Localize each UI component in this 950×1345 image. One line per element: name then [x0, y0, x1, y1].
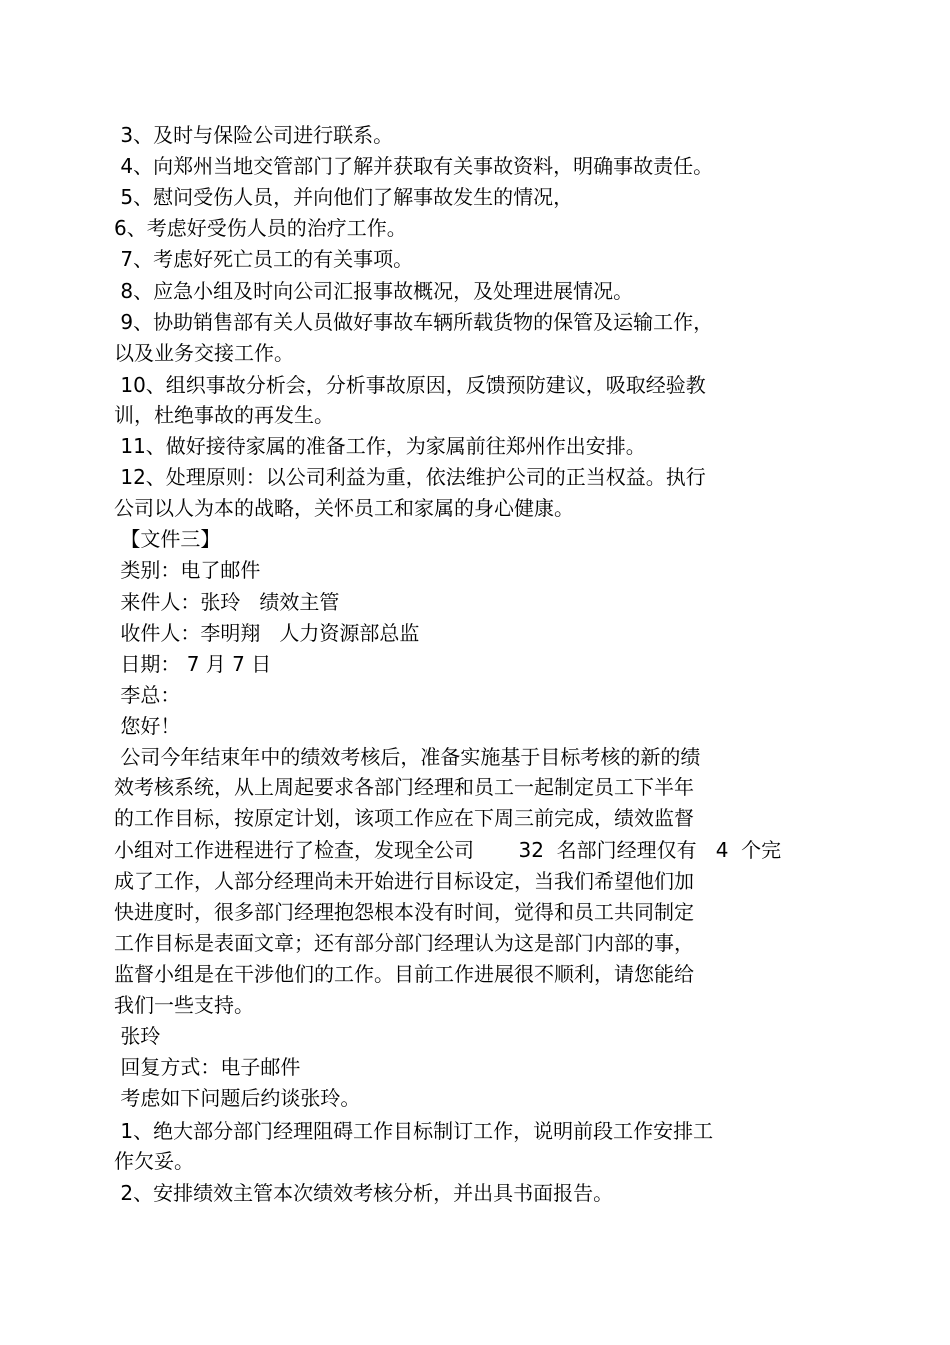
- text-line: 快进度时，很多部门经理抱怨根本没有时间，觉得和员工共同制定: [114, 900, 694, 924]
- text-line: 3、及时与保险公司进行联系。: [114, 123, 394, 147]
- section-heading: 【文件三】: [114, 527, 221, 551]
- text-line: 回复方式：电子邮件: [114, 1055, 301, 1079]
- text-line: 成了工作，人部分经理尚未开始进行目标设定，当我们希望他们加: [114, 869, 694, 893]
- text-line: 类别：电了邮件: [114, 558, 261, 582]
- text-line: 监督小组是在干涉他们的工作。目前工作进展很不顺利，请您能给: [114, 962, 694, 986]
- text-line: 2、安排绩效主管本次绩效考核分析，并出具书面报告。: [114, 1181, 614, 1205]
- text-line: 公司以人为本的战略，关怀员工和家属的身心健康。: [114, 496, 574, 520]
- text-line: 李总：: [114, 683, 181, 707]
- text-line: 1、绝大部分部门经理阻碍工作目标制订工作，说明前段工作安排工: [114, 1119, 714, 1143]
- text-line: 以及业务交接工作。: [114, 341, 294, 365]
- text-line: 效考核系统，从上周起要求各部门经理和员工一起制定员工下半年: [114, 775, 694, 799]
- text-line: 考虑如下问题后约谈张玲。: [114, 1086, 361, 1110]
- text-line: 公司今年结束年中的绩效考核后，准备实施基于目标考核的新的绩: [114, 745, 701, 769]
- text-line: 小组对工作进程进行了检查，发现全公司 32 名部门经理仅有 4 个完: [114, 838, 782, 862]
- text-line: 7、考虑好死亡员工的有关事项。: [114, 247, 414, 271]
- text-line: 您好！: [114, 714, 181, 738]
- text-line: 11、做好接待家属的准备工作，为家属前往郑州作出安排。: [114, 434, 646, 458]
- text-line: 4、向郑州当地交管部门了解并获取有关事故资料，明确事故责任。: [114, 154, 714, 178]
- text-line: 12、处理原则：以公司利益为重，依法维护公司的正当权益。执行: [114, 465, 706, 489]
- text-line: 我们一些支持。: [114, 993, 254, 1017]
- text-line: 的工作目标，按原定计划，该项工作应在下周三前完成，绩效监督: [114, 806, 694, 830]
- text-line: 日期： 7 月 7 日: [114, 652, 272, 676]
- text-line: 6、考虑好受伤人员的治疗工作。: [114, 216, 407, 240]
- text-line: 8、应急小组及时向公司汇报事故概况，及处理进展情况。: [114, 279, 634, 303]
- text-line: 10、组织事故分析会，分析事故原因，反馈预防建议，吸取经验教: [114, 373, 706, 397]
- text-line: 来件人：张玲 绩效主管: [114, 590, 340, 614]
- text-line: 9、协助销售部有关人员做好事故车辆所载货物的保管及运输工作，: [114, 310, 714, 334]
- text-line: 张玲: [114, 1024, 161, 1048]
- text-line: 工作目标是表面文章；还有部分部门经理认为这是部门内部的事，: [114, 931, 694, 955]
- text-line: 训，杜绝事故的再发生。: [114, 403, 334, 427]
- text-line: 作欠妥。: [114, 1149, 194, 1173]
- text-line: 收件人：李明翔 人力资源部总监: [114, 621, 420, 645]
- text-line: 5、慰问受伤人员，并向他们了解事故发生的情况，: [114, 185, 574, 209]
